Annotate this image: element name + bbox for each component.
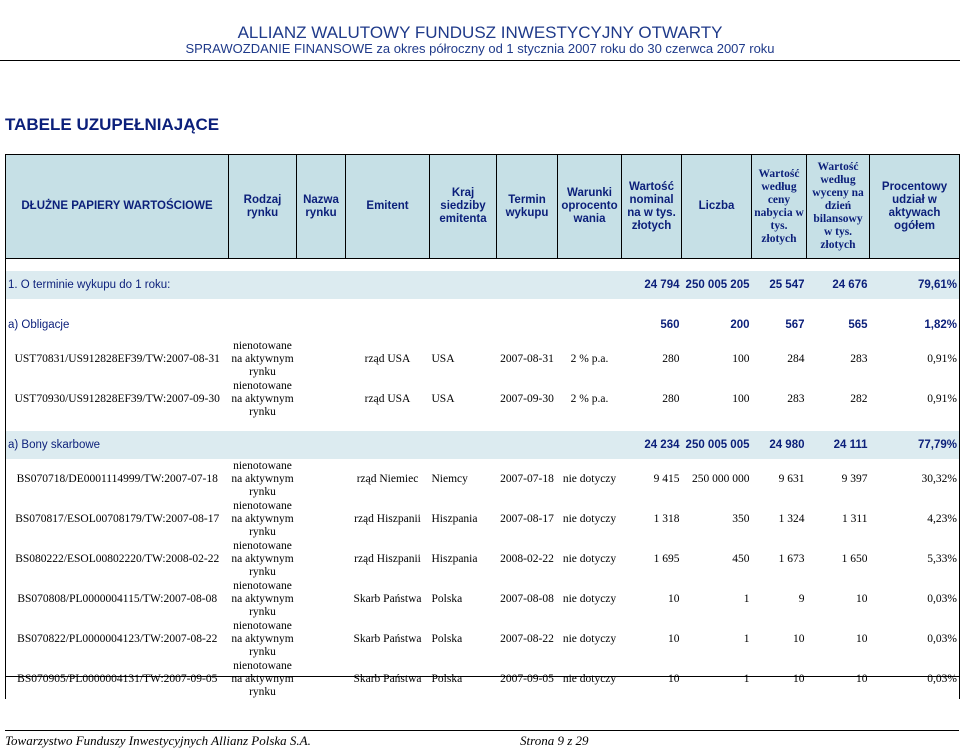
col-header-market-type: Rodzaj rynku [229,155,297,259]
security-id: BS080222/ESOL00802220/TW:2008-02-22 [6,539,229,579]
group-asset-share: 79,61% [870,271,960,299]
group-balance-value: 24 676 [807,271,870,299]
col-header-issuer-country: Kraj siedziby emitenta [430,155,497,259]
col-header-maturity: Termin wykupu [497,155,558,259]
balance-value: 282 [850,392,868,405]
tbills-nominal: 250 005 005 [682,431,752,459]
quantity: 280 [662,352,680,365]
issuer: rząd Hiszpanii [354,552,421,565]
purchase-value: 1 324 [778,512,805,525]
issuer: Skarb Państwa [353,672,422,685]
quantity: 1 695 [653,552,680,565]
footer-company: Towarzystwo Funduszy Inwestycyjnych Allianz Polska S.A. [5,733,311,748]
quantity: 10 [668,672,680,685]
issuer: rząd Niemiec [356,472,419,485]
security-id: UST70831/US912828EF39/TW:2007-08-31 [6,339,229,379]
issuer-country: Hiszpania [431,512,478,525]
asset-share: 5,33% [870,539,960,579]
group-nominal: 250 005 205 [682,271,752,299]
security-id: UST70930/US912828EF39/TW:2007-09-30 [6,379,229,419]
market-type: nienotowane na aktywnym rynku [231,579,294,618]
maturity-date: 2007-08-08 [500,592,554,605]
interest-terms: 2 % p.a. [570,352,609,365]
security-id: BS070817/ESOL00708179/TW:2007-08-17 [6,499,229,539]
asset-share: 0,03% [870,579,960,619]
purchase-value: 1 673 [778,552,805,565]
nominal-value: 1 [743,592,750,605]
issuer-country: USA [431,392,455,405]
market-type: nienotowane na aktywnym rynku [231,459,294,498]
maturity-date: 2007-08-31 [500,352,554,365]
nominal-value: 450 [732,552,750,565]
interest-terms: nie dotyczy [562,512,617,525]
footer-page-number: Strona 9 z 29 [520,733,589,748]
col-header-quantity: Liczba [682,155,752,259]
bonds-purchase-value: 567 [785,319,805,331]
interest-terms: nie dotyczy [562,672,617,685]
table-row [6,539,960,579]
table-row [6,619,960,659]
col-header-market-name: Nazwa rynku [297,155,346,259]
issuer-country: Polska [431,672,463,685]
nominal-value: 250 000 000 [692,472,750,485]
market-type: nienotowane na aktywnym rynku [231,379,294,418]
market-type: nienotowane na aktywnym rynku [231,539,294,578]
purchase-value: 9 [798,592,805,605]
table-row [6,659,960,699]
security-id: BS070822/PL0000004123/TW:2007-08-22 [6,619,229,659]
interest-terms: nie dotyczy [562,472,617,485]
purchase-value: 10 [793,632,805,645]
asset-share: 4,23% [870,499,960,539]
purchase-value: 10 [793,672,805,685]
balance-value: 1 311 [842,512,868,525]
issuer: rząd Hiszpanii [354,512,421,525]
purchase-value: 283 [787,392,805,405]
asset-share: 30,32% [870,459,960,499]
issuer-country: Niemcy [431,472,468,485]
group-row-maturity-1y [6,271,960,299]
col-header-asset-share: Procentowy udział w aktywach ogółem [870,155,960,259]
table-row [6,499,960,539]
issuer-country: Polska [431,592,463,605]
nominal-value: 100 [732,392,750,405]
purchase-value: 9 631 [778,472,805,485]
subgroup-row-bonds [6,311,960,339]
tbills-balance-value: 24 111 [807,431,870,459]
tbills-quantity: 24 234 [622,431,682,459]
table-row [6,579,960,619]
security-id: BS070718/DE0001114999/TW:2007-07-18 [6,459,229,499]
security-id: BS070905/PL0000004131/TW:2007-09-05 [6,659,229,699]
col-header-issuer: Emitent [346,155,430,259]
security-id: BS070808/PL0000004115/TW:2007-08-08 [6,579,229,619]
group-label: 1. O terminie wykupu do 1 roku: [6,271,622,299]
balance-value: 9 397 [841,472,868,485]
page-footer [5,730,959,748]
report-title: SPRAWOZDANIE FINANSOWE za okres półroczny od 1 stycznia 2007 roku do 30 czerwca 2007 roku [185,41,775,56]
market-name [297,579,346,619]
bonds-quantity: 560 [660,319,680,331]
col-header-interest-terms: Warunki oprocento wania [558,155,622,259]
market-name [297,539,346,579]
asset-share: 0,03% [870,619,960,659]
maturity-date: 2007-09-05 [500,672,554,685]
balance-value: 10 [856,592,868,605]
nominal-value: 350 [732,512,750,525]
tbills-asset-share: 77,79% [870,431,960,459]
quantity: 9 415 [653,472,680,485]
asset-share: 0,03% [870,659,960,699]
issuer-country: Polska [431,632,463,645]
market-type: nienotowane na aktywnym rynku [231,659,294,698]
issuer-country: USA [431,352,455,365]
issuer: Skarb Państwa [353,632,422,645]
fund-name: ALLIANZ WALUTOWY FUNDUSZ INWESTYCYJNY OTWARTY [237,23,723,42]
interest-terms: 2 % p.a. [570,392,609,405]
tbills-label: a) Bony skarbowe [6,431,622,459]
asset-share: 0,91% [870,339,960,379]
issuer-country: Hiszpania [431,552,478,565]
market-name [297,499,346,539]
market-name [297,379,346,419]
market-type: nienotowane na aktywnym rynku [231,619,294,658]
table-row [6,459,960,499]
col-header-purchase-value: Wartość według ceny nabycia w tys. złotych [752,155,807,259]
market-name [297,339,346,379]
interest-terms: nie dotyczy [562,592,617,605]
interest-terms: nie dotyczy [562,552,617,565]
market-name [297,459,346,499]
bonds-nominal: 200 [730,319,750,331]
header-divider [0,60,960,61]
quantity: 10 [668,592,680,605]
table-bottom-rule [5,676,959,677]
purchase-value: 284 [787,352,805,365]
tbill-rows [6,459,960,699]
nominal-value: 1 [743,632,750,645]
tbills-purchase-value: 24 980 [752,431,807,459]
bonds-asset-share: 1,82% [870,311,960,339]
interest-terms: nie dotyczy [562,632,617,645]
balance-value: 1 650 [841,552,868,565]
market-type: nienotowane na aktywnym rynku [231,499,294,538]
group-purchase-value: 25 547 [752,271,807,299]
maturity-date: 2007-09-30 [500,392,554,405]
table-header-row [6,155,960,259]
bonds-label: a) Obligacje [6,311,622,339]
balance-value: 10 [856,632,868,645]
balance-value: 10 [856,672,868,685]
issuer: rząd USA [364,352,411,365]
market-name [297,659,346,699]
quantity: 280 [662,392,680,405]
maturity-date: 2007-07-18 [500,472,554,485]
market-name [297,619,346,659]
balance-value: 283 [850,352,868,365]
col-header-securities: DŁUŻNE PAPIERY WARTOŚCIOWE [6,155,229,259]
quantity: 10 [668,632,680,645]
group-quantity: 24 794 [622,271,682,299]
table-row [6,379,960,419]
quantity: 1 318 [653,512,680,525]
table-row [6,339,960,379]
nominal-value: 100 [732,352,750,365]
market-type: nienotowane na aktywnym rynku [231,339,294,378]
asset-share: 0,91% [870,379,960,419]
col-header-nominal-value: Wartość nominal na w tys. złotych [622,155,682,259]
bonds-balance-value: 565 [848,319,868,331]
bond-rows [6,339,960,419]
debt-securities-table [5,154,960,699]
col-header-balance-value: Wartość według wyceny na dzień bilansowy w tys. złotych [807,155,870,259]
issuer: rząd USA [364,392,411,405]
maturity-date: 2007-08-22 [500,632,554,645]
nominal-value: 1 [743,672,750,685]
maturity-date: 2008-02-22 [500,552,554,565]
subgroup-row-tbills [6,431,960,459]
section-title: TABELE UZUPEŁNIAJĄCE [5,115,220,134]
maturity-date: 2007-08-17 [500,512,554,525]
issuer: Skarb Państwa [353,592,422,605]
